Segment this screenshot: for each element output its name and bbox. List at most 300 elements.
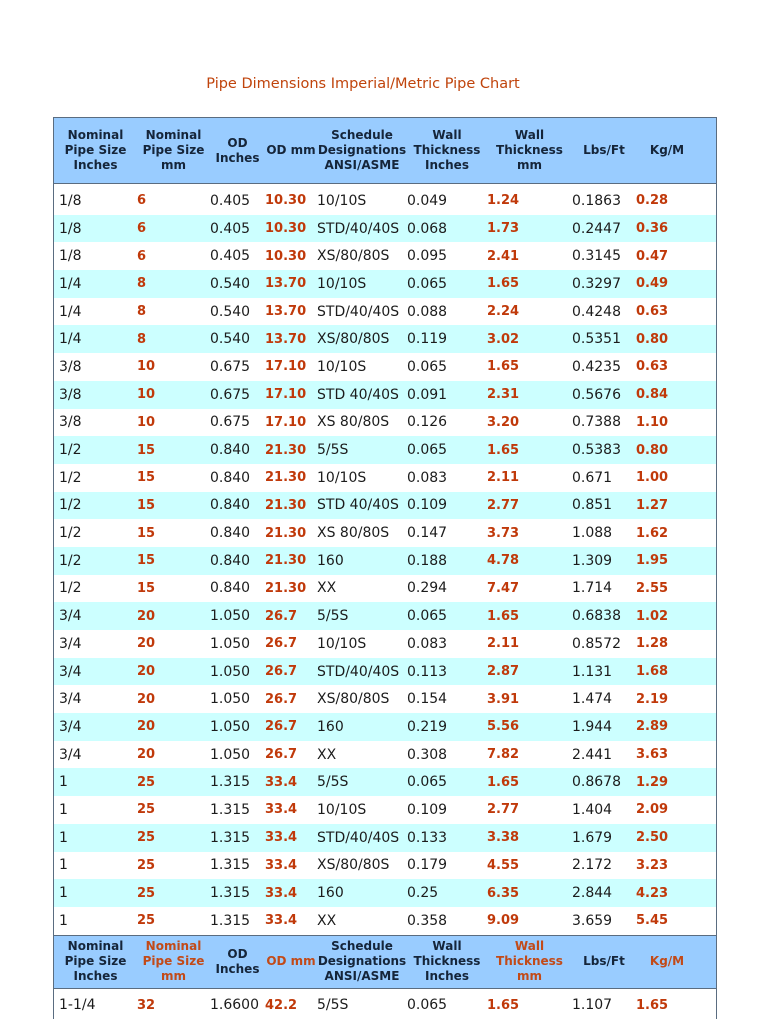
cell-kg-m: 0.47: [636, 248, 669, 264]
cell-od-inches: 0.840: [210, 442, 251, 459]
cell-wall-mm: 7.82: [487, 747, 520, 763]
cell-lbs-ft: 0.671: [572, 469, 613, 486]
cell-lbs-ft: 2.844: [572, 885, 613, 902]
table-header: [53, 117, 717, 184]
cell-wall-mm: 2.77: [487, 497, 520, 513]
cell-kg-m: 0.84: [636, 387, 669, 403]
cell-kg-m: 2.89: [636, 719, 669, 735]
cell-lbs-ft: 0.8678: [572, 774, 621, 791]
cell-kg-m: 0.28: [636, 193, 669, 209]
cell-wall-inches: 0.065: [407, 774, 448, 791]
cell-lbs-ft: 1.404: [572, 801, 613, 818]
cell-nominal-mm: 8: [137, 276, 147, 292]
cell-wall-inches: 0.294: [407, 580, 448, 597]
table-body-2: [53, 989, 717, 1020]
cell-schedule: 10/10S: [317, 192, 367, 209]
cell-nominal-mm: 32: [137, 997, 156, 1013]
cell-nominal-mm: 6: [137, 193, 147, 209]
cell-kg-m: 1.95: [636, 553, 669, 569]
cell-nominal-mm: 20: [137, 719, 156, 735]
cell-kg-m: 1.02: [636, 608, 669, 624]
cell-kg-m: 5.45: [636, 913, 669, 929]
cell-od-mm: 26.7: [265, 608, 298, 624]
cell-nominal-mm: 10: [137, 414, 156, 430]
cell-wall-mm: 1.65: [487, 359, 520, 375]
table-row: [53, 436, 717, 464]
cell-nominal-inches: 1/4: [59, 275, 82, 292]
cell-nominal-mm: 10: [137, 359, 156, 375]
cell-nominal-inches: 1: [59, 912, 68, 929]
cell-lbs-ft: 0.5351: [572, 331, 621, 348]
cell-wall-mm: 2.24: [487, 304, 520, 320]
header-nominal-inches: Nominal Pipe Size Inches: [64, 939, 127, 984]
cell-kg-m: 2.09: [636, 802, 669, 818]
table-row: [53, 242, 717, 270]
cell-od-mm: 42.2: [265, 997, 298, 1013]
cell-wall-inches: 0.109: [407, 801, 448, 818]
cell-kg-m: 1.68: [636, 664, 669, 680]
cell-od-mm: 21.30: [265, 497, 307, 513]
cell-wall-inches: 0.154: [407, 691, 448, 708]
table-row: [53, 992, 717, 1020]
cell-wall-inches: 0.179: [407, 857, 448, 874]
cell-od-mm: 21.30: [265, 442, 307, 458]
cell-kg-m: 1.10: [636, 414, 669, 430]
cell-od-mm: 17.10: [265, 414, 307, 430]
cell-schedule: XS/80/80S: [317, 691, 390, 708]
cell-lbs-ft: 1.088: [572, 525, 613, 542]
table-row: [53, 796, 717, 824]
table-row: [53, 270, 717, 298]
cell-wall-inches: 0.358: [407, 912, 448, 929]
cell-schedule: XX: [317, 580, 337, 597]
cell-nominal-mm: 20: [137, 664, 156, 680]
cell-nominal-inches: 1: [59, 885, 68, 902]
cell-nominal-inches: 1/8: [59, 220, 82, 237]
table-row: [53, 353, 717, 381]
cell-schedule: XS/80/80S: [317, 248, 390, 265]
table-row: [53, 741, 717, 769]
cell-od-mm: 26.7: [265, 691, 298, 707]
cell-wall-mm: 1.65: [487, 608, 520, 624]
cell-od-mm: 26.7: [265, 636, 298, 652]
cell-schedule: XX: [317, 912, 337, 929]
table-row: [53, 381, 717, 409]
table-row: [53, 575, 717, 603]
cell-lbs-ft: 0.4248: [572, 303, 621, 320]
cell-wall-mm: 1.65: [487, 276, 520, 292]
cell-schedule: STD/40/40S: [317, 829, 400, 846]
table-row: [53, 602, 717, 630]
cell-schedule: 5/5S: [317, 997, 349, 1014]
cell-wall-mm: 1.65: [487, 774, 520, 790]
cell-nominal-inches: 3/4: [59, 718, 82, 735]
table-row: [53, 685, 717, 713]
cell-kg-m: 2.19: [636, 691, 669, 707]
cell-od-inches: 1.315: [210, 774, 251, 791]
cell-nominal-inches: 3/4: [59, 691, 82, 708]
cell-wall-mm: 3.91: [487, 691, 520, 707]
cell-od-mm: 13.70: [265, 304, 307, 320]
cell-wall-mm: 2.87: [487, 664, 520, 680]
cell-nominal-mm: 15: [137, 553, 156, 569]
cell-nominal-inches: 1: [59, 774, 68, 791]
cell-nominal-inches: 3/8: [59, 414, 82, 431]
cell-wall-inches: 0.133: [407, 829, 448, 846]
cell-od-inches: 1.315: [210, 885, 251, 902]
cell-nominal-mm: 15: [137, 442, 156, 458]
cell-nominal-mm: 25: [137, 830, 156, 846]
cell-od-mm: 33.4: [265, 774, 298, 790]
cell-schedule: XS/80/80S: [317, 857, 390, 874]
table-row: [53, 492, 717, 520]
cell-schedule: STD/40/40S: [317, 220, 400, 237]
table-row: [53, 464, 717, 492]
cell-wall-mm: 4.55: [487, 857, 520, 873]
cell-od-inches: 1.050: [210, 718, 251, 735]
cell-schedule: XS 80/80S: [317, 525, 390, 542]
cell-od-inches: 0.540: [210, 275, 251, 292]
cell-nominal-inches: 1/2: [59, 442, 82, 459]
cell-od-mm: 10.30: [265, 248, 307, 264]
cell-schedule: XX: [317, 746, 337, 763]
header-wall-mm: Wall Thickness mm: [496, 939, 563, 984]
cell-wall-inches: 0.083: [407, 635, 448, 652]
cell-wall-inches: 0.091: [407, 386, 448, 403]
cell-od-mm: 26.7: [265, 719, 298, 735]
cell-wall-mm: 2.11: [487, 636, 520, 652]
cell-lbs-ft: 1.714: [572, 580, 613, 597]
cell-wall-inches: 0.308: [407, 746, 448, 763]
cell-kg-m: 0.80: [636, 331, 669, 347]
cell-schedule: 10/10S: [317, 469, 367, 486]
cell-nominal-inches: 3/4: [59, 663, 82, 680]
cell-nominal-inches: 3/4: [59, 635, 82, 652]
cell-od-mm: 33.4: [265, 857, 298, 873]
cell-nominal-inches: 1/2: [59, 469, 82, 486]
cell-od-inches: 1.050: [210, 663, 251, 680]
cell-kg-m: 0.63: [636, 359, 669, 375]
cell-nominal-mm: 20: [137, 747, 156, 763]
table-row: [53, 824, 717, 852]
cell-od-inches: 0.840: [210, 552, 251, 569]
cell-wall-inches: 0.095: [407, 248, 448, 265]
cell-od-mm: 17.10: [265, 359, 307, 375]
cell-wall-inches: 0.109: [407, 497, 448, 514]
cell-nominal-mm: 20: [137, 636, 156, 652]
cell-nominal-inches: 1/8: [59, 192, 82, 209]
cell-nominal-inches: 3/4: [59, 746, 82, 763]
cell-lbs-ft: 0.4235: [572, 358, 621, 375]
cell-lbs-ft: 1.131: [572, 663, 613, 680]
header-schedule: Schedule Designations ANSI/ASME: [317, 128, 407, 172]
cell-lbs-ft: 0.5676: [572, 386, 621, 403]
table-row: [53, 879, 717, 907]
cell-od-inches: 1.315: [210, 912, 251, 929]
cell-wall-mm: 1.73: [487, 221, 520, 237]
cell-nominal-inches: 1: [59, 829, 68, 846]
cell-schedule: 10/10S: [317, 358, 367, 375]
cell-od-inches: 1.315: [210, 801, 251, 818]
cell-schedule: STD 40/40S: [317, 386, 399, 403]
cell-od-mm: 33.4: [265, 802, 298, 818]
cell-od-mm: 33.4: [265, 885, 298, 901]
cell-od-inches: 0.840: [210, 497, 251, 514]
cell-schedule: 5/5S: [317, 442, 349, 459]
cell-od-inches: 0.405: [210, 192, 251, 209]
cell-wall-inches: 0.083: [407, 469, 448, 486]
table-row: [53, 187, 717, 215]
cell-nominal-mm: 6: [137, 221, 147, 237]
cell-kg-m: 1.29: [636, 774, 669, 790]
cell-od-inches: 1.050: [210, 635, 251, 652]
cell-wall-inches: 0.065: [407, 358, 448, 375]
cell-wall-inches: 0.049: [407, 192, 448, 209]
cell-od-mm: 13.70: [265, 276, 307, 292]
header-nominal-mm: Nominal Pipe Size mm: [142, 128, 205, 172]
cell-wall-inches: 0.065: [407, 608, 448, 625]
cell-wall-mm: 9.09: [487, 913, 520, 929]
cell-od-inches: 0.540: [210, 331, 251, 348]
cell-nominal-mm: 15: [137, 580, 156, 596]
cell-nominal-inches: 3/8: [59, 358, 82, 375]
cell-nominal-inches: 1/2: [59, 525, 82, 542]
cell-wall-mm: 5.56: [487, 719, 520, 735]
cell-kg-m: 1.65: [636, 997, 669, 1013]
cell-od-mm: 21.30: [265, 553, 307, 569]
table-row: [53, 630, 717, 658]
cell-nominal-mm: 15: [137, 497, 156, 513]
cell-lbs-ft: 0.2447: [572, 220, 621, 237]
cell-od-mm: 26.7: [265, 747, 298, 763]
cell-wall-inches: 0.25: [407, 885, 439, 902]
cell-lbs-ft: 0.8572: [572, 635, 621, 652]
cell-kg-m: 0.63: [636, 304, 669, 320]
cell-wall-inches: 0.113: [407, 663, 448, 680]
cell-lbs-ft: 3.659: [572, 912, 613, 929]
cell-nominal-inches: 3/4: [59, 608, 82, 625]
cell-kg-m: 3.63: [636, 747, 669, 763]
cell-od-mm: 10.30: [265, 193, 307, 209]
cell-nominal-inches: 1: [59, 801, 68, 818]
table-row: [53, 658, 717, 686]
cell-kg-m: 0.49: [636, 276, 669, 292]
cell-lbs-ft: 1.474: [572, 691, 613, 708]
cell-nominal-mm: 15: [137, 470, 156, 486]
cell-nominal-mm: 20: [137, 608, 156, 624]
cell-lbs-ft: 1.107: [572, 997, 613, 1014]
table-row: [53, 409, 717, 437]
cell-nominal-inches: 1/4: [59, 303, 82, 320]
cell-wall-mm: 7.47: [487, 580, 520, 596]
header-od-inches: OD Inches: [215, 135, 260, 165]
header-kg-m: Kg/M: [649, 143, 685, 157]
header-od-mm: OD mm: [266, 954, 316, 969]
table-body: [53, 184, 717, 935]
cell-lbs-ft: 0.7388: [572, 414, 621, 431]
cell-od-inches: 0.840: [210, 469, 251, 486]
cell-kg-m: 2.50: [636, 830, 669, 846]
cell-lbs-ft: 0.6838: [572, 608, 621, 625]
cell-wall-mm: 1.24: [487, 193, 520, 209]
header-od-mm: OD mm: [266, 143, 316, 157]
cell-od-inches: 1.6600: [210, 997, 259, 1014]
cell-nominal-mm: 15: [137, 525, 156, 541]
cell-lbs-ft: 0.851: [572, 497, 613, 514]
header-wall-mm: Wall Thickness mm: [496, 128, 563, 172]
cell-nominal-mm: 20: [137, 691, 156, 707]
cell-lbs-ft: 0.5383: [572, 442, 621, 459]
cell-nominal-inches: 1/4: [59, 331, 82, 348]
cell-nominal-inches: 1/2: [59, 497, 82, 514]
header-od-inches: OD Inches: [215, 946, 260, 976]
header-nominal-mm: Nominal Pipe Size mm: [142, 939, 205, 984]
cell-nominal-inches: 1-1/4: [59, 997, 96, 1014]
cell-schedule: 160: [317, 552, 344, 569]
page-title: Pipe Dimensions Imperial/Metric Pipe Chart: [206, 76, 520, 92]
cell-kg-m: 2.55: [636, 580, 669, 596]
cell-nominal-mm: 25: [137, 802, 156, 818]
cell-wall-inches: 0.119: [407, 331, 448, 348]
cell-wall-inches: 0.147: [407, 525, 448, 542]
cell-kg-m: 1.28: [636, 636, 669, 652]
header-schedule: Schedule Designations ANSI/ASME: [317, 939, 407, 984]
cell-schedule: 10/10S: [317, 801, 367, 818]
cell-schedule: STD/40/40S: [317, 663, 400, 680]
cell-wall-inches: 0.065: [407, 997, 448, 1014]
cell-od-mm: 10.30: [265, 221, 307, 237]
cell-wall-mm: 1.65: [487, 997, 520, 1013]
cell-wall-mm: 3.38: [487, 830, 520, 846]
table-row: [53, 768, 717, 796]
cell-lbs-ft: 2.172: [572, 857, 613, 874]
cell-nominal-inches: 1: [59, 857, 68, 874]
cell-nominal-inches: 1/8: [59, 248, 82, 265]
cell-schedule: XS 80/80S: [317, 414, 390, 431]
cell-wall-mm: 4.78: [487, 553, 520, 569]
cell-wall-inches: 0.068: [407, 220, 448, 237]
header-lbs-ft: Lbs/Ft: [583, 954, 625, 969]
cell-wall-inches: 0.065: [407, 275, 448, 292]
cell-wall-inches: 0.219: [407, 718, 448, 735]
table-row: [53, 325, 717, 353]
cell-od-inches: 0.840: [210, 525, 251, 542]
cell-kg-m: 1.00: [636, 470, 669, 486]
cell-od-inches: 1.050: [210, 691, 251, 708]
cell-od-inches: 0.405: [210, 248, 251, 265]
cell-od-mm: 33.4: [265, 913, 298, 929]
header-wall-inches: Wall Thickness Inches: [413, 939, 481, 984]
cell-wall-mm: 3.73: [487, 525, 520, 541]
cell-kg-m: 0.80: [636, 442, 669, 458]
table-header-repeat: [53, 935, 717, 989]
table-row: [53, 519, 717, 547]
cell-nominal-inches: 1/2: [59, 580, 82, 597]
cell-od-mm: 21.30: [265, 525, 307, 541]
cell-schedule: 5/5S: [317, 608, 349, 625]
cell-schedule: 5/5S: [317, 774, 349, 791]
cell-nominal-mm: 8: [137, 331, 147, 347]
cell-nominal-mm: 25: [137, 885, 156, 901]
cell-od-inches: 1.315: [210, 857, 251, 874]
cell-schedule: STD 40/40S: [317, 497, 399, 514]
cell-od-mm: 13.70: [265, 331, 307, 347]
cell-od-inches: 0.540: [210, 303, 251, 320]
cell-nominal-mm: 10: [137, 387, 156, 403]
header-nominal-inches: Nominal Pipe Size Inches: [64, 128, 127, 172]
table-row: [53, 298, 717, 326]
cell-lbs-ft: 0.1863: [572, 192, 621, 209]
cell-kg-m: 1.62: [636, 525, 669, 541]
cell-schedule: STD/40/40S: [317, 303, 400, 320]
header-kg-m: Kg/M: [649, 954, 685, 969]
cell-nominal-mm: 25: [137, 857, 156, 873]
cell-nominal-mm: 8: [137, 304, 147, 320]
cell-od-mm: 21.30: [265, 470, 307, 486]
cell-wall-mm: 2.31: [487, 387, 520, 403]
cell-od-mm: 26.7: [265, 664, 298, 680]
cell-schedule: XS/80/80S: [317, 331, 390, 348]
table-row: [53, 907, 717, 935]
table-row: [53, 547, 717, 575]
cell-kg-m: 4.23: [636, 885, 669, 901]
cell-od-mm: 17.10: [265, 387, 307, 403]
cell-wall-mm: 3.02: [487, 331, 520, 347]
cell-wall-inches: 0.065: [407, 442, 448, 459]
cell-lbs-ft: 1.679: [572, 829, 613, 846]
cell-lbs-ft: 0.3297: [572, 275, 621, 292]
cell-od-mm: 33.4: [265, 830, 298, 846]
cell-schedule: 10/10S: [317, 635, 367, 652]
cell-od-inches: 1.315: [210, 829, 251, 846]
cell-schedule: 160: [317, 885, 344, 902]
cell-wall-mm: 2.11: [487, 470, 520, 486]
cell-wall-mm: 2.41: [487, 248, 520, 264]
cell-wall-mm: 3.20: [487, 414, 520, 430]
cell-lbs-ft: 1.309: [572, 552, 613, 569]
cell-kg-m: 3.23: [636, 857, 669, 873]
cell-od-inches: 1.050: [210, 608, 251, 625]
cell-nominal-inches: 1/2: [59, 552, 82, 569]
cell-od-inches: 0.675: [210, 414, 251, 431]
cell-od-inches: 0.840: [210, 580, 251, 597]
cell-schedule: 160: [317, 718, 344, 735]
cell-nominal-mm: 25: [137, 913, 156, 929]
cell-wall-inches: 0.088: [407, 303, 448, 320]
cell-wall-mm: 6.35: [487, 885, 520, 901]
table-row: [53, 713, 717, 741]
cell-od-inches: 0.675: [210, 386, 251, 403]
cell-od-inches: 0.675: [210, 358, 251, 375]
cell-wall-inches: 0.126: [407, 414, 448, 431]
cell-od-mm: 21.30: [265, 580, 307, 596]
cell-od-inches: 1.050: [210, 746, 251, 763]
header-wall-inches: Wall Thickness Inches: [413, 128, 481, 172]
table-row: [53, 215, 717, 243]
header-lbs-ft: Lbs/Ft: [583, 143, 625, 157]
cell-wall-inches: 0.188: [407, 552, 448, 569]
cell-nominal-mm: 6: [137, 248, 147, 264]
table-row: [53, 852, 717, 880]
cell-lbs-ft: 0.3145: [572, 248, 621, 265]
cell-wall-mm: 2.77: [487, 802, 520, 818]
cell-od-inches: 0.405: [210, 220, 251, 237]
cell-schedule: 10/10S: [317, 275, 367, 292]
cell-kg-m: 0.36: [636, 221, 669, 237]
cell-kg-m: 1.27: [636, 497, 669, 513]
cell-lbs-ft: 1.944: [572, 718, 613, 735]
cell-nominal-inches: 3/8: [59, 386, 82, 403]
